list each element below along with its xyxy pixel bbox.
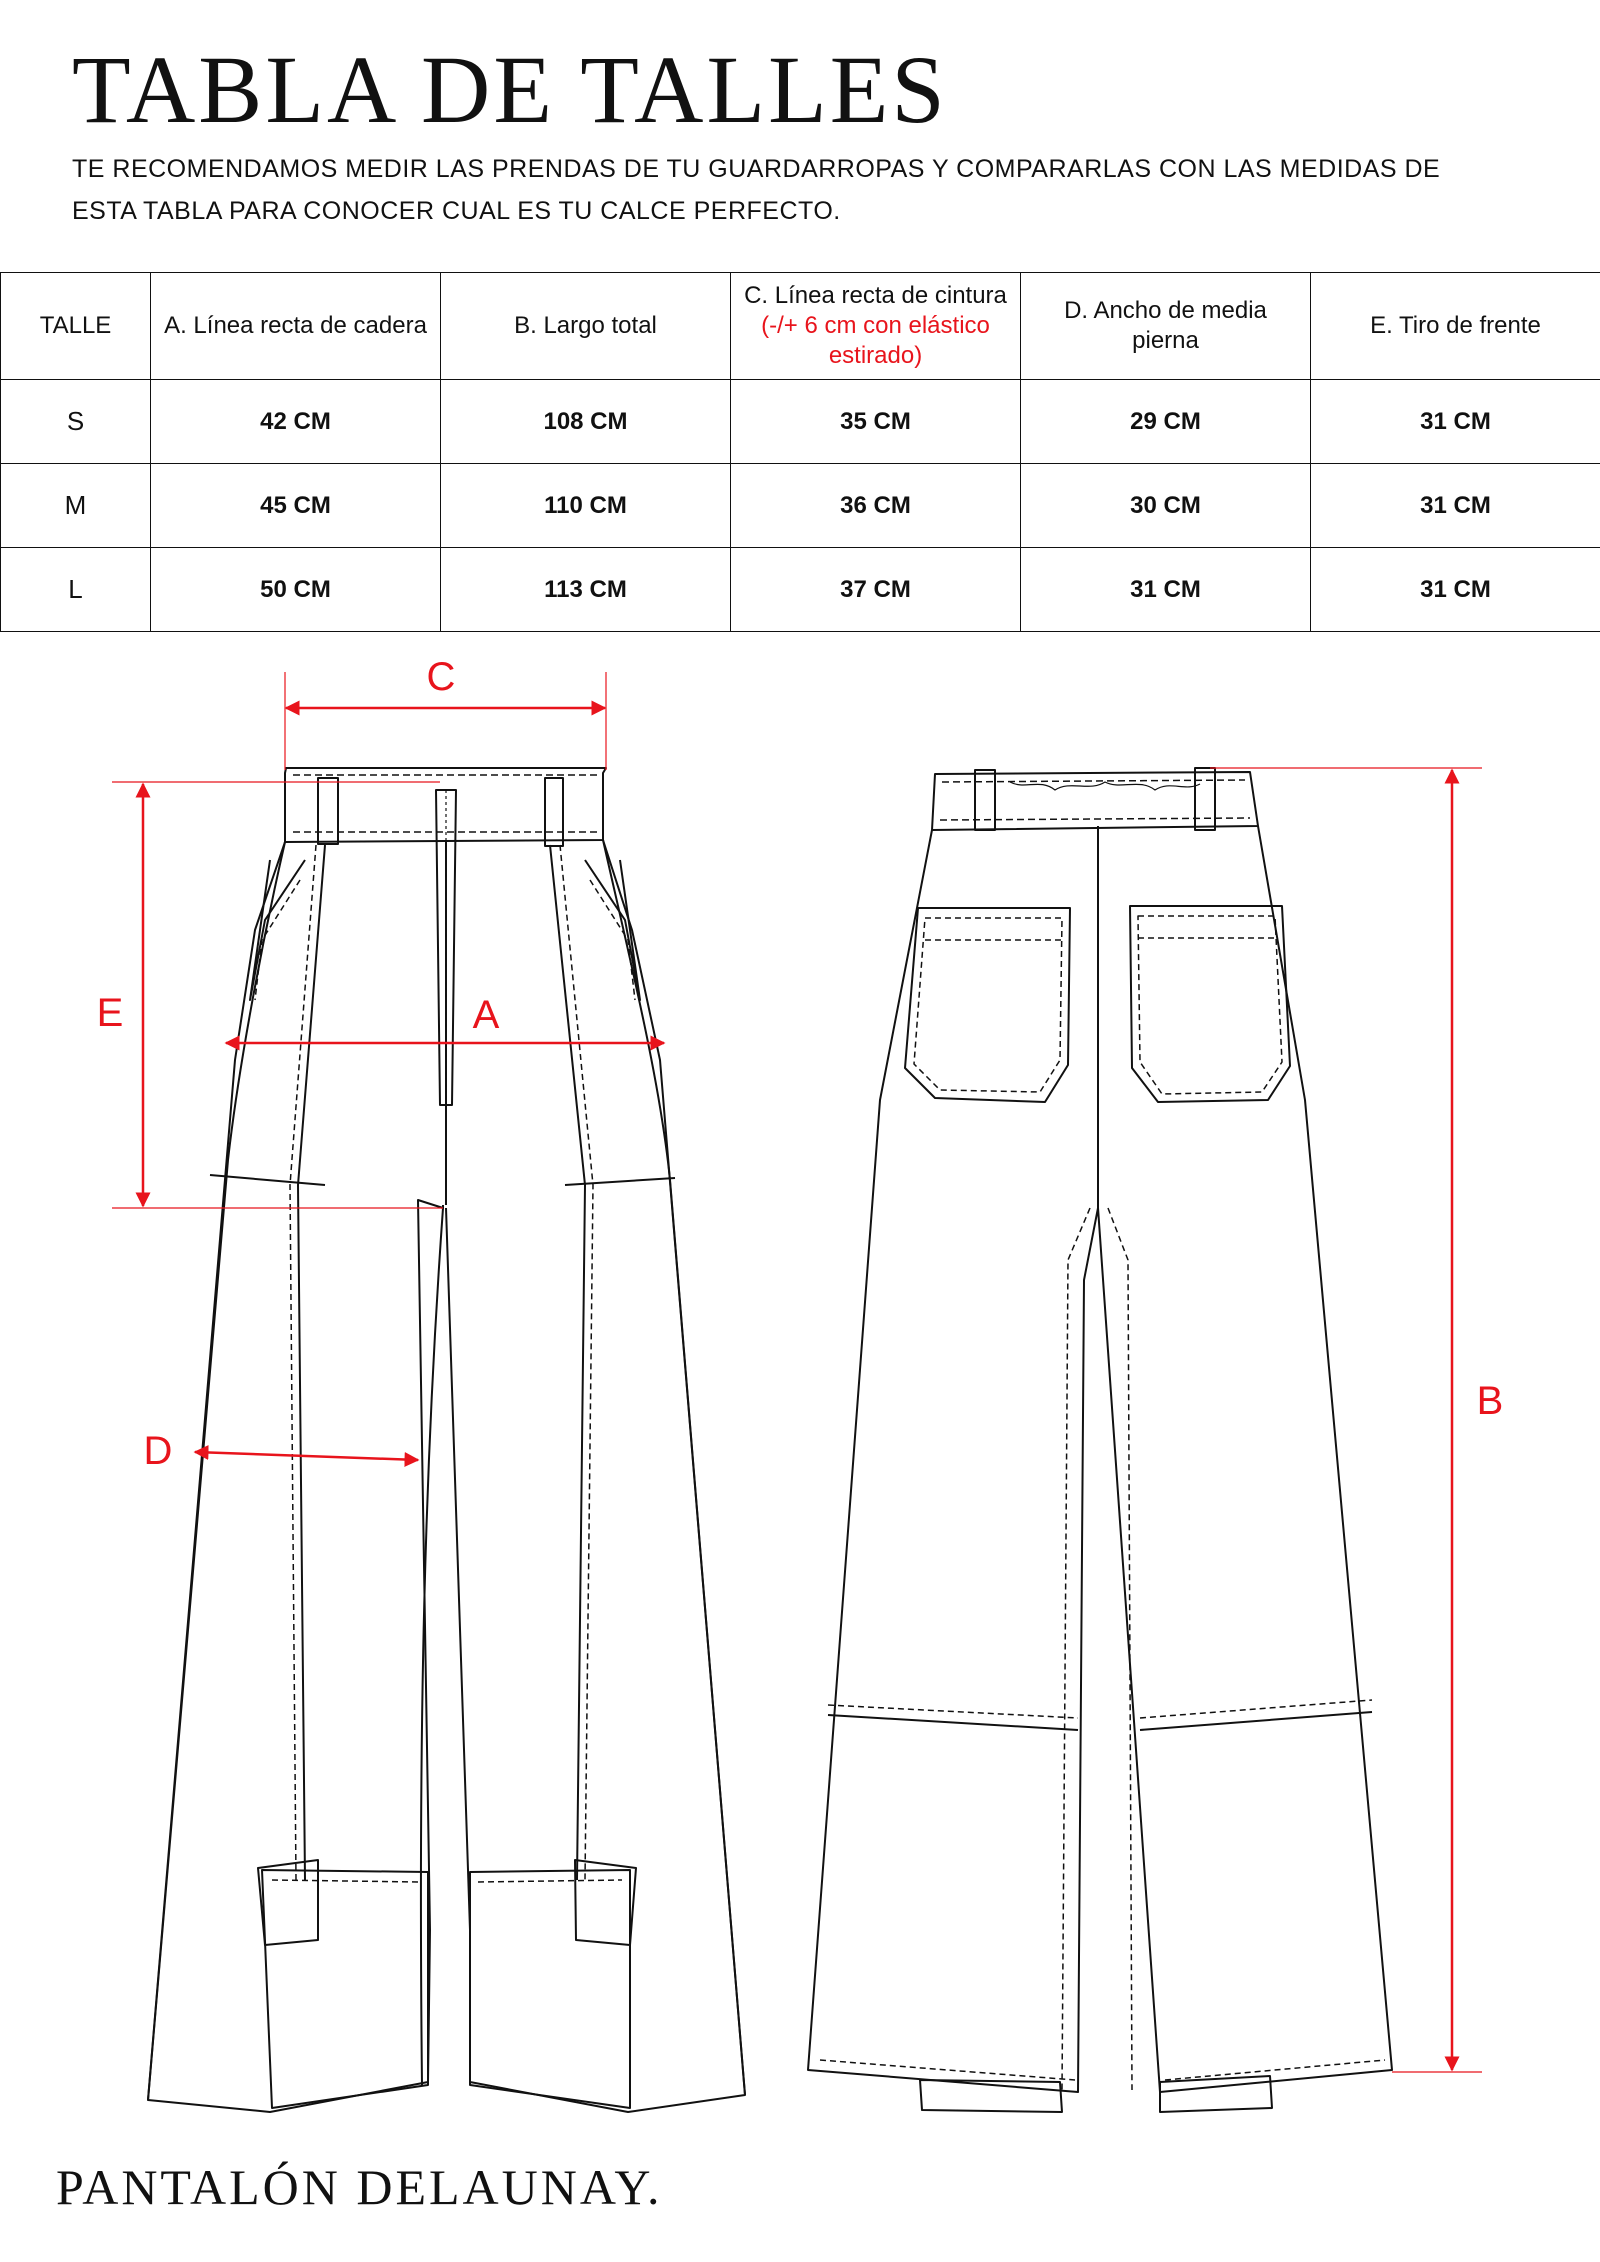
intro-text xyxy=(72,148,1552,232)
table-row xyxy=(1,464,1600,548)
table-row xyxy=(1,380,1600,464)
hip-value: 42 CM xyxy=(151,380,441,464)
header-hip: A. Línea recta de cadera xyxy=(151,273,441,380)
belt-loop xyxy=(1195,768,1215,830)
measure-d-arrow xyxy=(195,1452,418,1460)
label-c: C xyxy=(426,655,456,699)
belt-loop xyxy=(545,778,563,846)
front-left-leg xyxy=(148,842,443,2112)
front-pocket-left xyxy=(250,860,305,1000)
back-hem-tab-right xyxy=(1160,2076,1272,2112)
back-right-leg xyxy=(1098,826,1392,2092)
elastic-gathers xyxy=(1010,782,1200,790)
header-waist-label: C. Línea recta de cintura xyxy=(744,282,1007,309)
pants-front-view xyxy=(148,768,745,2112)
label-a: A xyxy=(472,993,500,1037)
pants-technical-drawing xyxy=(0,640,1600,2140)
waist-value: 35 CM xyxy=(731,380,1021,464)
hem-patch-left xyxy=(258,1860,318,1945)
label-e: E xyxy=(96,991,124,1035)
back-pocket-left xyxy=(905,908,1070,1102)
header-total-length: B. Largo total xyxy=(441,273,731,380)
yoke-line-right xyxy=(565,1178,675,1185)
header-waist-note: (-/+ 6 cm con elástico estirado) xyxy=(761,312,990,369)
header-half-leg-width: D. Ancho de media pierna xyxy=(1021,273,1311,380)
label-d: D xyxy=(143,1429,173,1473)
table-header-row xyxy=(1,273,1600,380)
total-length-value: 110 CM xyxy=(441,464,731,548)
front-cuff-right xyxy=(470,1870,630,2108)
hip-value: 45 CM xyxy=(151,464,441,548)
waist-value: 37 CM xyxy=(731,548,1021,632)
back-yoke-left xyxy=(828,1715,1078,1730)
page-title: TABLA DE TALLES xyxy=(72,36,948,143)
size-table xyxy=(0,272,1600,632)
table-row xyxy=(1,548,1600,632)
front-rise-value: 31 CM xyxy=(1311,548,1600,632)
half-leg-width-value: 31 CM xyxy=(1021,548,1311,632)
hem-patch-right xyxy=(575,1860,636,1945)
waist-value: 36 CM xyxy=(731,464,1021,548)
total-length-value: 108 CM xyxy=(441,380,731,464)
half-leg-width-value: 29 CM xyxy=(1021,380,1311,464)
hip-value: 50 CM xyxy=(151,548,441,632)
back-pocket-right xyxy=(1130,906,1290,1102)
label-b: B xyxy=(1476,1379,1504,1423)
header-waist xyxy=(731,273,1021,380)
product-name: PANTALÓN DELAUNAY. xyxy=(56,2159,663,2215)
belt-loop xyxy=(318,778,338,844)
belt-loop xyxy=(975,770,995,830)
size-cell: L xyxy=(1,548,151,632)
front-rise-value: 31 CM xyxy=(1311,464,1600,548)
front-rise-value: 31 CM xyxy=(1311,380,1600,464)
header-front-rise: E. Tiro de frente xyxy=(1311,273,1600,380)
size-cell: S xyxy=(1,380,151,464)
front-cuff-left xyxy=(262,1870,428,2108)
back-left-leg xyxy=(808,830,1098,2092)
half-leg-width-value: 30 CM xyxy=(1021,464,1311,548)
intro-line-1: TE RECOMENDAMOS MEDIR LAS PRENDAS DE TU GUARDARROPAS Y COMPARARLAS CON LAS MEDIDAS DE xyxy=(72,155,1441,183)
intro-line-2: ESTA TABLA PARA CONOCER CUAL ES TU CALCE PERFECTO. xyxy=(72,197,841,225)
pants-back-view xyxy=(808,768,1392,2112)
header-size: TALLE xyxy=(1,273,151,380)
size-cell: M xyxy=(1,464,151,548)
total-length-value: 113 CM xyxy=(441,548,731,632)
